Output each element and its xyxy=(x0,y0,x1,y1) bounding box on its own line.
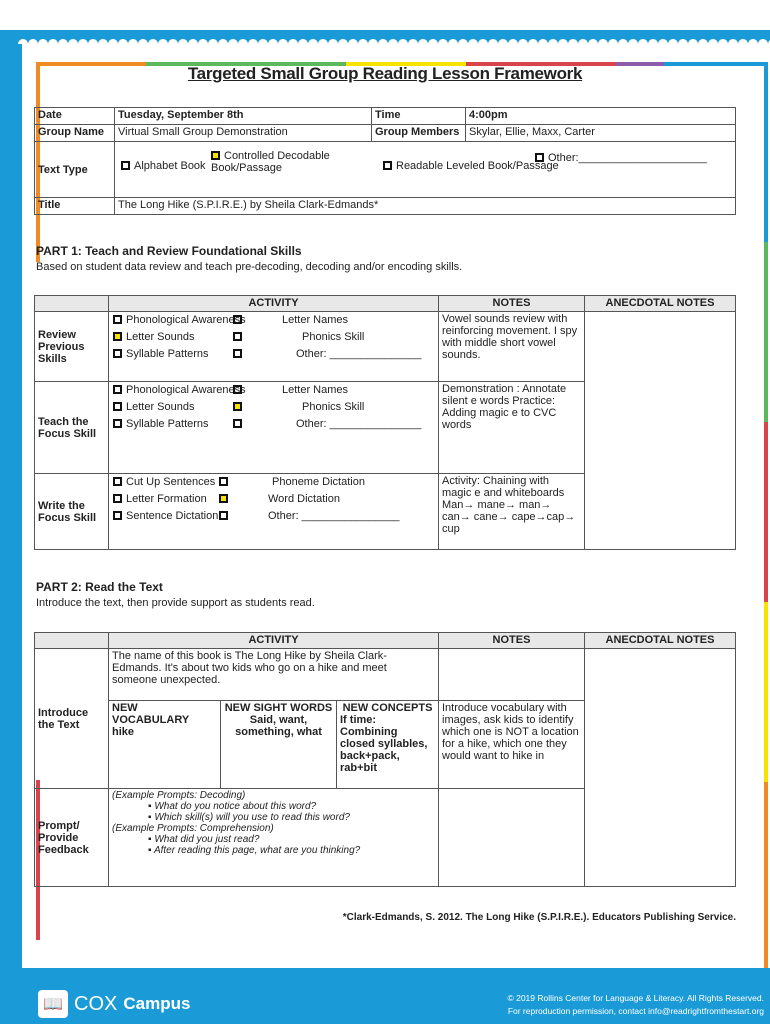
checkbox-icon[interactable] xyxy=(113,315,122,324)
row-teach-notes: Demonstration : Annotate silent e words Practice: Adding magic e to CVC words xyxy=(439,382,585,474)
row-review-notes: Vowel sounds review with reinforcing movement. I spy with middle short vowel sounds. xyxy=(439,312,585,382)
checkbox-icon[interactable] xyxy=(113,477,122,486)
copyright-line1: © 2019 Rollins Center for Language & Literacy. All Rights Reserved. xyxy=(507,993,764,1003)
part1-table xyxy=(34,295,736,550)
prompt-label: Prompt/ Provide Feedback xyxy=(35,789,109,887)
intro-notes: Introduce vocabulary with images, ask kids to identify which one is NOT a location for a hike, which one they would want to hike in xyxy=(439,701,585,789)
group-name-label: Group Name xyxy=(35,125,115,142)
opt-label: Syllable Patterns xyxy=(126,348,209,360)
prompt-decoding-title: (Example Prompts: Decoding) xyxy=(112,790,246,801)
checkbox-icon[interactable] xyxy=(113,419,122,428)
checkbox-checked-icon[interactable] xyxy=(113,332,122,341)
checkbox-icon[interactable] xyxy=(233,419,242,428)
time-value: 4:00pm xyxy=(466,108,736,125)
accent-right-yellow xyxy=(764,602,768,782)
prompt-notes[interactable] xyxy=(439,789,585,887)
accent-right-green xyxy=(764,242,768,422)
cox-campus-logo xyxy=(38,990,190,1018)
opt-label: Other: _______________ xyxy=(296,418,422,430)
tt-controlled-label: Controlled Decodable Book/Passage xyxy=(211,150,330,174)
prompt-cell xyxy=(109,789,439,887)
part1-blank-header xyxy=(35,296,109,312)
row-write-activity xyxy=(109,474,439,550)
prompt-item-text: What do you notice about this word? xyxy=(154,801,317,812)
tt-other-label: Other:_____________________ xyxy=(548,152,708,164)
opt-label: Phonics Skill xyxy=(302,331,365,343)
tt-controlled[interactable] xyxy=(211,150,331,174)
group-name-value: Virtual Small Group Demonstration xyxy=(115,125,372,142)
checkbox-icon[interactable] xyxy=(233,349,242,358)
prompt-item-text: After reading this page, what are you thinking? xyxy=(153,845,361,856)
opt-phonological[interactable] xyxy=(113,314,246,326)
opt-label: Syllable Patterns xyxy=(126,418,209,430)
opt-label: Phonological Awareness xyxy=(126,384,246,396)
checkbox-icon[interactable] xyxy=(233,332,242,341)
prompt-item-text: What did you just read? xyxy=(154,834,260,845)
checkbox-icon[interactable] xyxy=(113,494,122,503)
part2-title: PART 2: Read the Text xyxy=(36,580,163,594)
tt-other[interactable] xyxy=(535,152,707,164)
opt-label: Letter Sounds xyxy=(126,401,195,413)
part2-blank-header xyxy=(35,633,109,649)
opt-label: Other: _______________ xyxy=(296,348,422,360)
text-type-label: Text Type xyxy=(35,142,115,198)
date-value: Tuesday, September 8th xyxy=(115,108,372,125)
part1-subtitle: Based on student data review and teach pre-decoding, decoding and/or encoding skills. xyxy=(36,261,463,273)
copyright xyxy=(507,992,764,1018)
book-icon: 📖 xyxy=(38,990,68,1018)
left-border xyxy=(0,30,22,1024)
opt-syllable[interactable] xyxy=(113,418,209,430)
intro-notes-top xyxy=(439,649,585,701)
part2-subtitle: Introduce the text, then provide support as students read. xyxy=(36,597,315,609)
opt-other[interactable] xyxy=(219,510,400,522)
part1-title: PART 1: Teach and Review Foundational Skills xyxy=(36,244,302,258)
prompt-item: ▪ Which skill(s) will you use to read this word? xyxy=(148,812,350,823)
checkbox-icon[interactable] xyxy=(121,161,130,170)
prompt-item: ▪ After reading this page, what are you thinking? xyxy=(148,845,361,856)
checkbox-icon[interactable] xyxy=(233,315,242,324)
opt-label: Word Dictation xyxy=(268,493,340,505)
opt-cut-up[interactable] xyxy=(113,476,215,488)
part2-notes-header: NOTES xyxy=(439,633,585,649)
scallop-border xyxy=(18,30,770,44)
accent-right-red xyxy=(764,422,768,602)
opt-label: Letter Formation xyxy=(126,493,207,505)
title-value: The Long Hike (S.P.I.R.E.) by Sheila Clark-Edmands* xyxy=(115,198,736,215)
vocab-value: hike xyxy=(112,726,135,738)
opt-letter-names[interactable] xyxy=(233,314,348,326)
checkbox-icon[interactable] xyxy=(113,385,122,394)
row-write-notes: Activity: Chaining with magic e and whiteboards Man→ mane→ man→ can→ cane→ cape→cap→ cup xyxy=(439,474,585,550)
prompt-item: ▪ What did you just read? xyxy=(148,834,260,845)
prompt-item: ▪ What do you notice about this word? xyxy=(148,801,317,812)
checkbox-icon[interactable] xyxy=(383,161,392,170)
checkbox-icon[interactable] xyxy=(113,511,122,520)
opt-label: Letter Names xyxy=(282,314,349,326)
logo-cox: COX xyxy=(74,992,118,1015)
opt-label: Cut Up Sentences xyxy=(126,476,216,488)
opt-label: Sentence Dictation xyxy=(126,510,219,522)
opt-label: Phonics Skill xyxy=(302,401,365,413)
part2-activity-header: ACTIVITY xyxy=(109,633,439,649)
intro-label: Introduce the Text xyxy=(35,649,109,789)
copyright-line2: For reproduction permission, contact info@readrightfromthestart.org xyxy=(507,1006,764,1016)
row-review-activity xyxy=(109,312,439,382)
opt-label: Letter Sounds xyxy=(126,331,195,343)
logo-campus: Campus xyxy=(123,994,191,1013)
opt-other[interactable] xyxy=(233,348,421,360)
opt-label: Letter Names xyxy=(282,384,349,396)
opt-phonological[interactable] xyxy=(113,384,246,396)
checkbox-checked-icon[interactable] xyxy=(233,402,242,411)
sight-value: Said, want, something, what xyxy=(235,714,322,738)
part1-activity-header: ACTIVITY xyxy=(109,296,439,312)
row-teach-activity xyxy=(109,382,439,474)
checkbox-icon[interactable] xyxy=(113,402,122,411)
tt-readable[interactable] xyxy=(383,160,559,172)
members-label: Group Members xyxy=(372,125,466,142)
opt-other[interactable] xyxy=(233,418,421,430)
concepts-header: NEW CONCEPTS xyxy=(342,702,433,714)
part2-anecdotal-cell[interactable] xyxy=(585,649,736,887)
checkbox-checked-icon[interactable] xyxy=(211,151,220,160)
part2-anecdotal-header: ANECDOTAL NOTES xyxy=(585,633,736,649)
info-table xyxy=(34,107,736,215)
prompt-item-text: Which skill(s) will you use to read this word? xyxy=(154,812,350,823)
checkbox-icon[interactable] xyxy=(219,511,228,520)
opt-letter-formation[interactable] xyxy=(113,493,207,505)
opt-phonics[interactable] xyxy=(233,331,364,343)
page-title: Targeted Small Group Reading Lesson Framework xyxy=(187,64,583,83)
part2-table xyxy=(34,632,736,887)
checkbox-icon[interactable] xyxy=(113,349,122,358)
tt-alphabet-label: Alphabet Book xyxy=(134,160,206,172)
opt-letter-sounds[interactable] xyxy=(113,401,195,413)
accent-right-blue xyxy=(764,62,768,242)
part1-notes-header: NOTES xyxy=(439,296,585,312)
opt-label: Other: ________________ xyxy=(268,510,400,522)
time-label: Time xyxy=(372,108,466,125)
part1-anecdotal-cell[interactable] xyxy=(585,312,736,550)
part1-anecdotal-header: ANECDOTAL NOTES xyxy=(585,296,736,312)
opt-syllable[interactable] xyxy=(113,348,209,360)
intro-text: The name of this book is The Long Hike by Sheila Clark-Edmands. It's about two kids who go on a hike and meet someone unexpected. xyxy=(109,649,439,701)
checkbox-checked-icon[interactable] xyxy=(219,494,228,503)
tt-readable-label: Readable Leveled Book/Passage xyxy=(396,160,559,172)
opt-label: Phoneme Dictation xyxy=(272,476,365,488)
checkbox-icon[interactable] xyxy=(219,477,228,486)
tt-alphabet[interactable] xyxy=(121,160,206,172)
sight-header: NEW SIGHT WORDS xyxy=(224,702,333,714)
row-review-label: Review Previous Skills xyxy=(35,312,109,382)
opt-phonics[interactable] xyxy=(233,401,364,413)
opt-word-dictation[interactable] xyxy=(219,493,340,505)
citation-footnote: *Clark-Edmands, S. 2012. The Long Hike (S.P.I.R.E.). Educators Publishing Service. xyxy=(342,912,736,923)
concepts-cell xyxy=(337,701,439,789)
concepts-value: If time: Combining closed syllables, back+pack, rab+bit xyxy=(340,714,428,774)
members-value: Skylar, Ellie, Maxx, Carter xyxy=(466,125,736,142)
opt-label: Phonological Awareness xyxy=(126,314,246,326)
title-label: Title xyxy=(35,198,115,215)
opt-letter-sounds[interactable] xyxy=(113,331,195,343)
vocab-header: NEW VOCABULARY xyxy=(112,702,190,726)
row-write-label: Write the Focus Skill xyxy=(35,474,109,550)
opt-sentence-dictation[interactable] xyxy=(113,510,218,522)
checkbox-icon[interactable] xyxy=(535,153,544,162)
opt-letter-names[interactable] xyxy=(233,384,348,396)
accent-right-orange xyxy=(764,782,768,968)
row-teach-label: Teach the Focus Skill xyxy=(35,382,109,474)
sight-cell xyxy=(221,701,337,789)
checkbox-icon[interactable] xyxy=(233,385,242,394)
opt-phoneme-dictation[interactable] xyxy=(219,476,365,488)
vocab-cell xyxy=(109,701,221,789)
date-label: Date xyxy=(35,108,115,125)
prompt-comprehension-title: (Example Prompts: Comprehension) xyxy=(112,823,274,834)
text-type-options xyxy=(115,142,736,198)
